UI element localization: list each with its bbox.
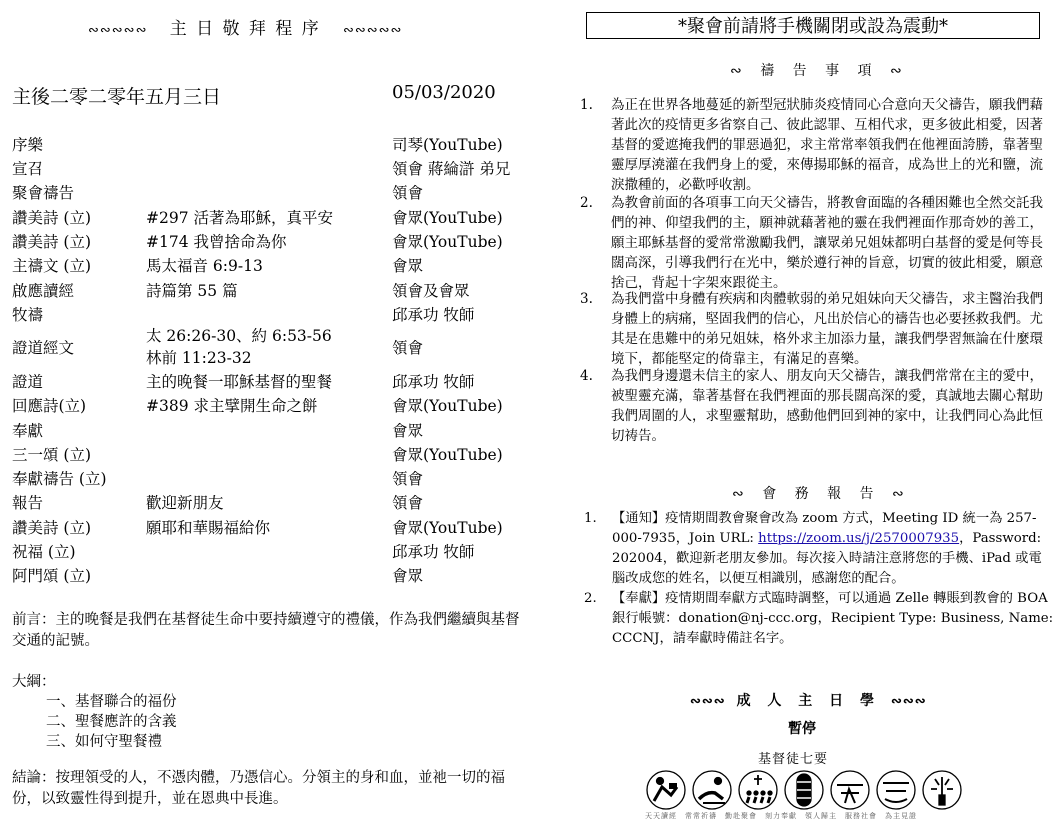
order-content: 主的晚餐一耶穌基督的聖餐 (146, 373, 333, 391)
ornament-left: ∾∾∾∾∾ (88, 23, 148, 38)
order-row (12, 133, 532, 157)
announcement-heading-text: 會 務 報 告 (762, 486, 881, 502)
order-person: 領會 (392, 184, 424, 202)
bulletin-title (88, 14, 402, 39)
evangelism-icon (831, 771, 869, 809)
order-person: 領會 蔣綸滸 弟兄 (392, 160, 511, 178)
order-row (12, 564, 532, 588)
ornament-right: ∾∾∾∾∾ (342, 23, 403, 38)
flourish-icon: ∾ (730, 63, 749, 79)
order-row (12, 419, 532, 443)
flourish-icon: ∾ (890, 63, 909, 79)
order-row (12, 443, 532, 467)
fellowship-icon (739, 771, 777, 809)
outline-item: 二、聖餐應許的含義 (46, 714, 177, 730)
order-item: 讚美詩 (立) (12, 519, 92, 537)
order-person: 領會 (392, 339, 424, 357)
order-person: 會眾(YouTube) (392, 519, 503, 537)
order-person: 領會 (392, 470, 424, 488)
announcement-item: 2. 【奉獻】疫情期間奉獻方式臨時調整，可以通過 Zelle 轉賬到教會的 BOA 銀行帳號：donation@nj-ccc.org，Recipient Type: Business, Name: CCCNJ，請奉獻時備註名字。 (584, 589, 1054, 649)
preface: 前言：主的晚餐是我們在基督徒生命中要持續遵守的禮儀，作為我們繼續與基督交通的記號。 (12, 612, 520, 649)
prayer-heading (730, 60, 909, 80)
order-item: 三一頌 (立) (12, 446, 92, 464)
announcement-text: 【奉獻】疫情期間奉獻方式臨時調整，可以通過 Zelle 轉賬到教會的 BOA 銀行帳號：donation@nj-ccc.org，Recipient Type: Business, Name: CCCNJ，請奉獻時備註名字。 (612, 591, 1054, 646)
flourish-icon: ∾∾∾ (890, 694, 927, 709)
order-person: 領會及會眾 (392, 282, 470, 300)
order-person: 會眾(YouTube) (392, 397, 503, 415)
outline-label: 大綱： (12, 674, 56, 690)
order-content: 願耶和華賜福給你 (146, 519, 271, 537)
order-item: 奉獻 (12, 422, 44, 440)
seven-essentials-icons (645, 769, 965, 811)
order-row (12, 230, 532, 254)
order-row (12, 157, 532, 181)
order-person: 邱承功 牧師 (392, 543, 475, 561)
witness-icon (923, 771, 961, 809)
announcement-heading (732, 483, 911, 503)
order-content: 馬太福音 6:9-13 (146, 257, 263, 275)
offering-icon (785, 771, 823, 809)
order-item: 回應詩(立) (12, 397, 87, 415)
prayer-text: 為正在世界各地蔓延的新型冠狀肺炎疫情同心合意向天父禱告，願我們藉著此次的疫情更多省察自己、彼此認罪、互相代求，更多彼此相愛，因著基督的愛遮掩我們的罪惡過犯，求主常常率領我們在他裡面誇勝，靠著聖靈厚厚澆灌在我們身上的愛，來傳揚耶穌的福音，成為世上的光和鹽，流淚撒種的，必歡呼收割。 (611, 97, 1043, 193)
service-icon (877, 771, 915, 809)
order-person: 會眾(YouTube) (392, 209, 503, 227)
prayer-text: 為我們當中身體有疾病和肉體軟弱的弟兄姐妹向天父禱告，求主醫治我們身體上的病痛，堅固我們的信心，凡出於信心的禱告也必要拯救我們。尤其是在患難中的弟兄姐妹，格外求主加添力量，讓我們學習無論在什麼環境下，都能堅定的倚靠主，有滿足的喜樂。 (611, 291, 1043, 367)
order-row (12, 254, 532, 278)
flourish-icon: ∾ (892, 486, 911, 502)
order-person: 會眾(YouTube) (392, 233, 503, 251)
order-content: 歡迎新朋友 (146, 494, 224, 512)
prayer-text: 為教會前面的各項事工向天父禱告，將教會面臨的各種困難也全然交託我們的神、仰望我們的主，願神就藉著祂的靈在我們裡面作那奇妙的善工，願主耶穌基督的愛常常激勵我們，讓眾弟兄姐妹都明白基督的愛是何等長闊高深，引導我們行在光中，樂於遵行神的旨意，切實的彼此相愛，願意捨己，背起十字架來跟從主。 (611, 195, 1043, 291)
order-item: 牧禱 (12, 306, 44, 324)
bible-reading-icon (647, 771, 685, 809)
prayer-text: 為我們身邊還未信主的家人、朋友向天父禱告，讓我們常常在主的愛中，被聖靈充滿，靠著基督在我們裡面的那長闊高深的愛，真誠地去關心幫助我們周圍的人，求聖靈幫助，感動他們回到神的家中，让我們同心為此恒切祷告。 (611, 368, 1043, 444)
outline-item: 三、如何守聖餐禮 (46, 734, 162, 750)
adult-school-title: 成 人 主 日 學 (736, 693, 881, 709)
order-row (12, 324, 532, 367)
order-person: 邱承功 牧師 (392, 306, 475, 324)
order-item: 聚會禱告 (12, 184, 75, 202)
order-row (12, 206, 532, 230)
order-person: 會眾(YouTube) (392, 446, 503, 464)
flourish-icon: ∾ (732, 486, 751, 502)
order-person: 司琴(YouTube) (392, 136, 503, 154)
order-item: 序樂 (12, 136, 44, 154)
order-item: 宣召 (12, 160, 44, 178)
order-item: 證道經文 (12, 339, 75, 357)
prayer-heading-text: 禱 告 事 項 (760, 63, 879, 79)
order-row (12, 279, 532, 303)
order-item: 祝福 (立) (12, 543, 76, 561)
order-item: 啟應讀經 (12, 282, 75, 300)
conclusion: 結論：按理領受的人，不憑肉體，乃憑信心。分領主的身和血，並祂一切的福份，以致靈性得到提升，並在恩典中長進。 (12, 770, 505, 807)
order-row (12, 181, 532, 205)
adult-school-status: 暫停 (788, 721, 816, 737)
order-item: 阿門頌 (立) (12, 567, 92, 585)
order-row (12, 370, 532, 394)
order-person: 會眾 (392, 422, 424, 440)
order-item: 讚美詩 (立) (12, 209, 92, 227)
order-item: 讚美詩 (立) (12, 233, 92, 251)
order-row (12, 516, 532, 540)
service-date-chinese: 主後二零二零年五月三日 (12, 86, 222, 108)
prayer-icon (693, 771, 731, 809)
order-content: 太 26:26-30、約 6:53-56 (146, 327, 332, 345)
phone-notice: *聚會前請將手機關閉或設為震動* (586, 12, 1040, 39)
order-content: #297 活著為耶穌，真平安 (146, 209, 333, 227)
order-person: 會眾 (392, 257, 424, 275)
prayer-item: 4. 為我們身邊還未信主的家人、朋友向天父禱告，讓我們常常在主的愛中，被聖靈充滿，靠著基督在我們裡面的那長闊高深的愛，真誠地去關心幫助我們周圍的人，求聖靈幫助，感動他們回到神的家中，让我們同心為此恒切祷告。 (580, 366, 1054, 446)
order-item: 奉獻禱告 (立) (12, 470, 107, 488)
order-row (12, 394, 532, 418)
order-row (12, 540, 532, 564)
adult-school-heading (690, 690, 927, 710)
seven-essentials-caption: 天天讀經 常常祈禱 勤赴聚會 刻力奉獻 領人歸主 服務社會 為主見證 (645, 812, 917, 820)
order-row (12, 491, 532, 515)
prayer-item: 1. 為正在世界各地蔓延的新型冠狀肺炎疫情同心合意向天父禱告，願我們藉著此次的疫情更多省察自己、彼此認罪、互相代求，更多彼此相愛，因著基督的愛遮掩我們的罪惡過犯，求主常常率領我們在他裡面誇勝，靠著聖靈厚厚澆灌在我們身上的愛，來傳揚耶穌的福音，成為世上的光和鹽，流淚撒種的，必歡呼收割。 (580, 95, 1054, 195)
order-row (12, 467, 532, 491)
order-person: 會眾 (392, 567, 424, 585)
order-content: #389 求主擘開生命之餅 (146, 397, 318, 415)
service-date-numeric: 05/03/2020 (392, 82, 496, 103)
announcement-text: 【通知】疫情期間教會聚會改為 zoom 方式，Meeting ID 統一為 257-000-7935，Join URL: https://zoom.us/j/2570007935，Password: 202004，歡迎新老朋友參加。每次接入時請注意將您的手機、iPad 或電腦改成您的姓名，以便互相識別，感謝您的配合。 (612, 511, 1042, 586)
prayer-item: 3. 為我們當中身體有疾病和肉體軟弱的弟兄姐妹向天父禱告，求主醫治我們身體上的病痛，堅固我們的信心，凡出於信心的禱告也必要拯救我們。尤其是在患難中的弟兄姐妹，格外求主加添力量，讓我們學習無論在什麼環境下，都能堅定的倚靠主，有滿足的喜樂。 (580, 289, 1054, 369)
order-content: 詩篇第 55 篇 (146, 282, 238, 300)
outline-item: 一、基督聯合的福份 (46, 694, 177, 710)
announcement-item: 1. 【通知】疫情期間教會聚會改為 zoom 方式，Meeting ID 統一為 257-000-7935，Join URL: https://zoom.us/j/2570007935，Password: 202004，歡迎新老朋友參加。每次接入時請注意將您的手機、iPad 或電腦改成您的姓名，以便互相識別，感謝您的配合。 (584, 509, 1054, 589)
order-item: 主禱文 (立) (12, 257, 92, 275)
prayer-item: 2. 為教會前面的各項事工向天父禱告，將教會面臨的各種困難也全然交託我們的神、仰望我們的主，願神就藉著祂的靈在我們裡面作那奇妙的善工，願主耶穌基督的愛常常激勵我們，讓眾弟兄姐妹都明白基督的愛是何等長闊高深，引導我們行在光中，樂於遵行神的旨意，切實的彼此相愛，願意捨己，背起十字架來跟從主。 (580, 193, 1054, 293)
zoom-link[interactable]: https://zoom.us/j/2570007935 (758, 531, 960, 546)
order-content-line2: 林前 11:23-32 (146, 349, 252, 367)
flourish-icon: ∾∾∾ (690, 694, 726, 709)
order-item: 證道 (12, 373, 44, 391)
order-person: 邱承功 牧師 (392, 373, 475, 391)
order-content: #174 我曾捨命為你 (146, 233, 287, 251)
order-item: 報告 (12, 494, 44, 512)
seven-essentials-title: 基督徒七要 (758, 752, 829, 767)
bulletin-title-text: 主 日 敬 拜 程 序 (169, 19, 321, 39)
order-person: 領會 (392, 494, 424, 512)
